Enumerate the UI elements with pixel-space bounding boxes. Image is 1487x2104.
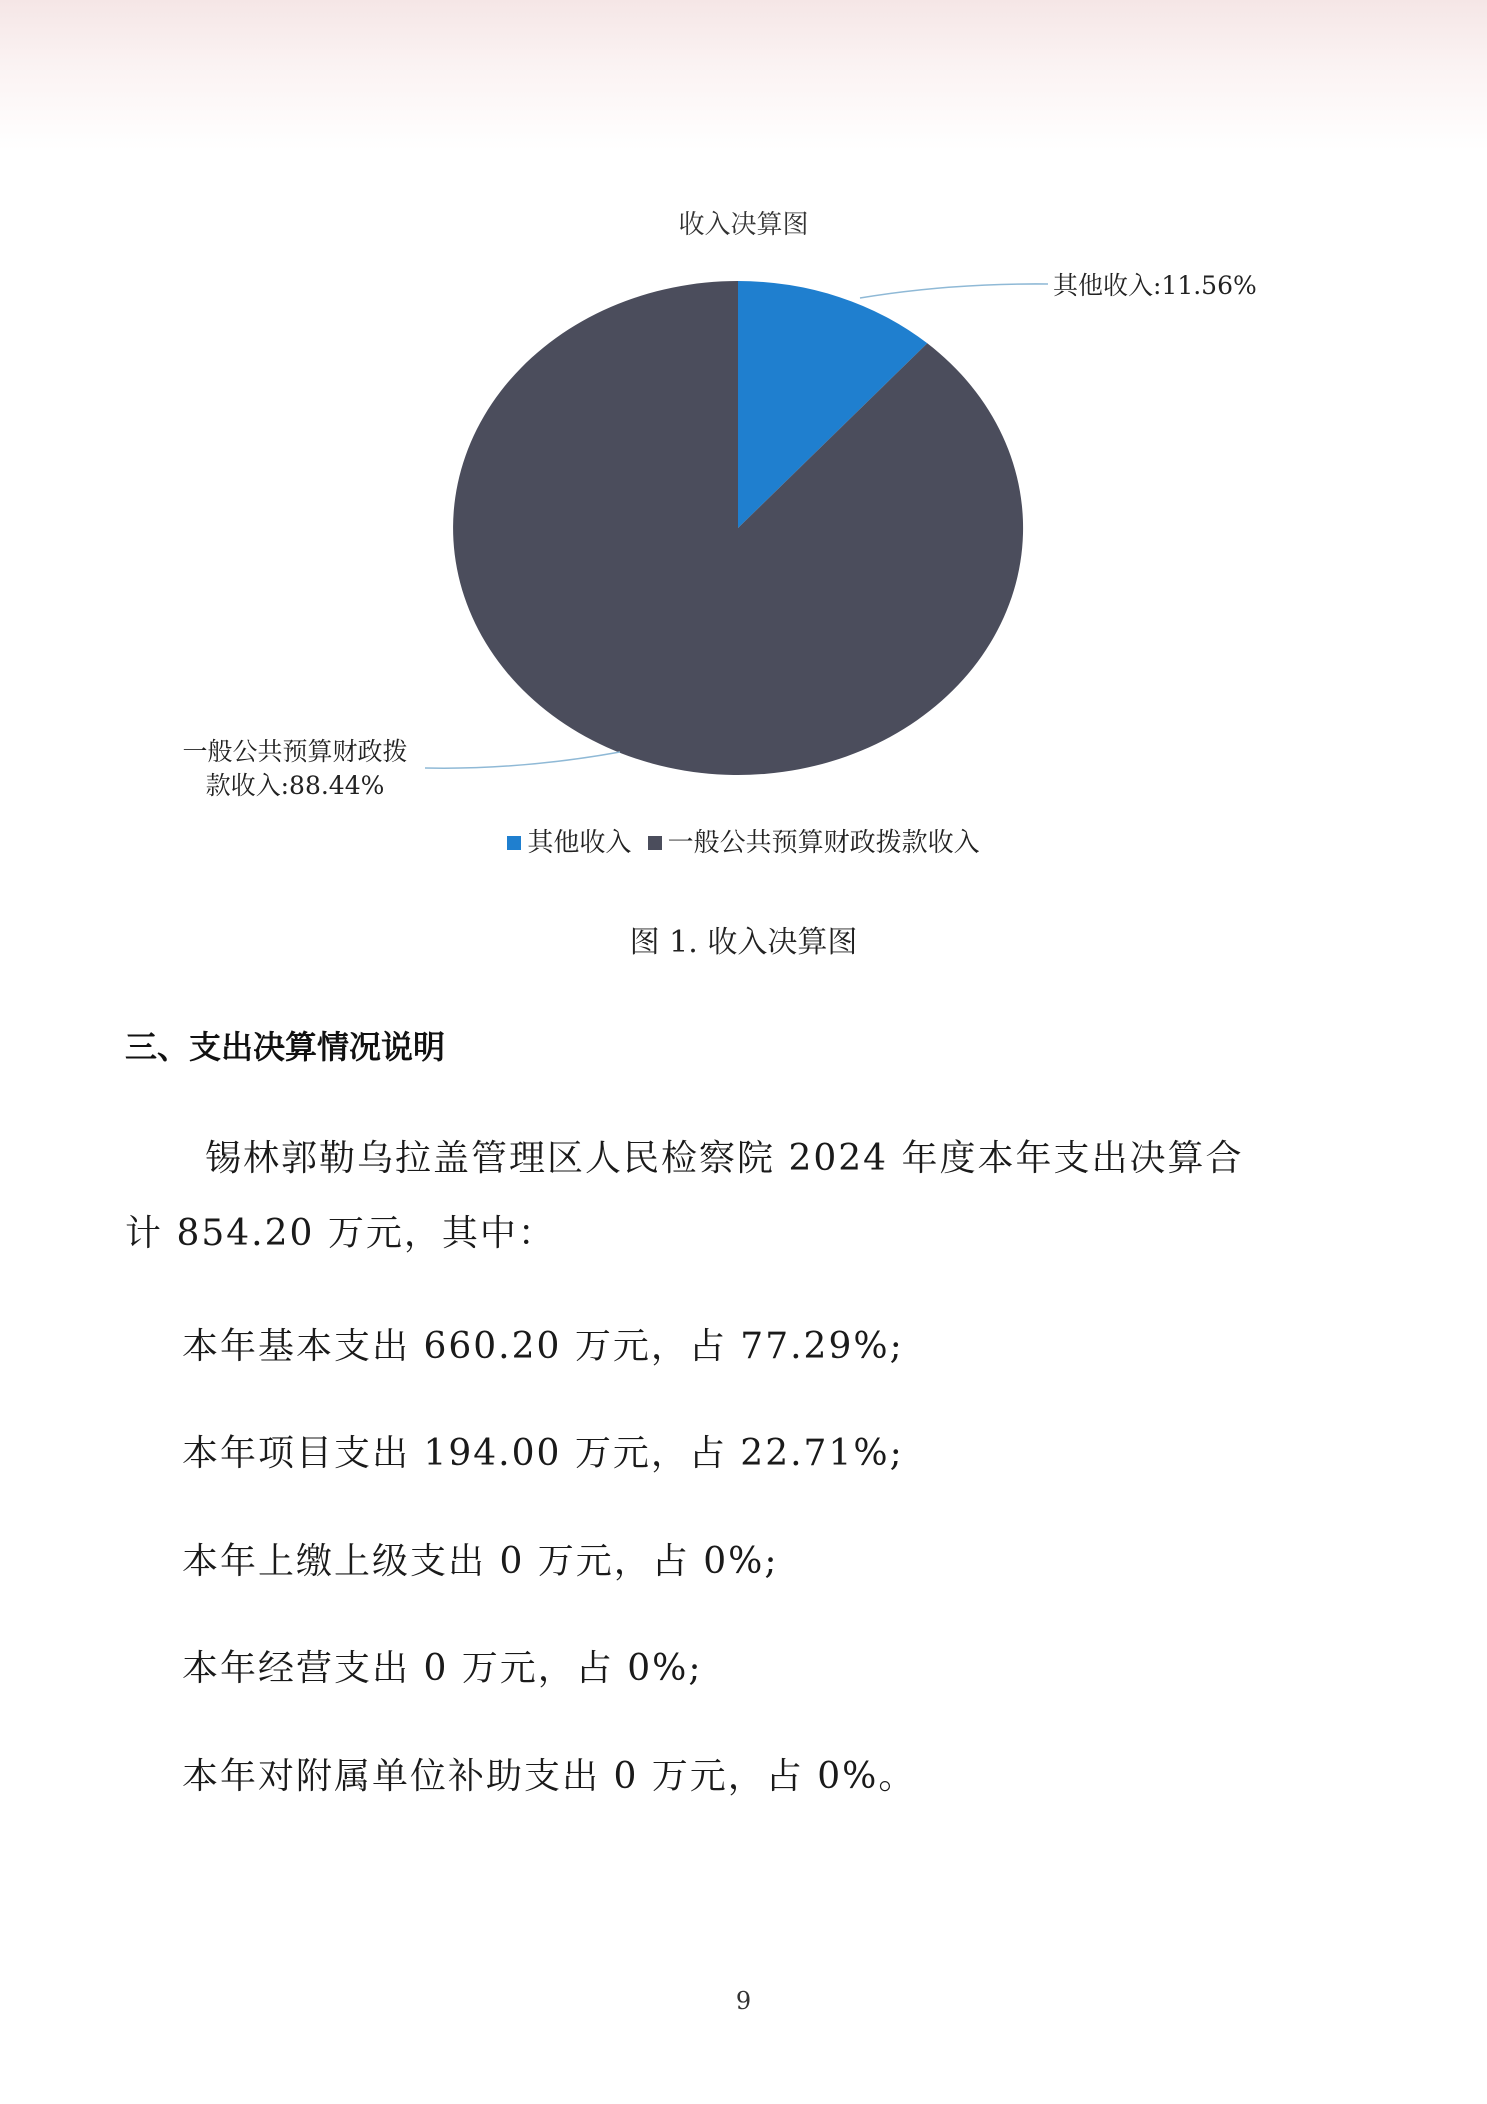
pie-label-line: 款收入:88.44% <box>205 771 385 800</box>
legend-item-other-income <box>507 828 631 858</box>
pie-label-line: 一般公共预算财政拨 <box>182 737 408 766</box>
expenditure-item: 本年对附属单位补助支出 0 万元，占 0%。 <box>182 1756 917 1797</box>
figure-caption: 图 1. 收入决算图 <box>629 925 858 960</box>
section-heading: 三、支出决算情况说明 <box>125 1028 446 1066</box>
leader-line-general-budget-income <box>425 752 620 768</box>
paragraph-line: 计 854.20 万元，其中： <box>125 1213 556 1254</box>
pie-label-general-budget-income <box>150 735 440 803</box>
chart-legend <box>0 822 1487 859</box>
chart-title: 收入决算图 <box>678 210 809 240</box>
legend-swatch <box>648 836 662 850</box>
leader-line-other-income <box>860 284 1048 298</box>
legend-label: 一般公共预算财政拨款收入 <box>667 828 980 858</box>
legend-item-general-budget-income <box>648 828 980 858</box>
expenditure-item: 本年项目支出 194.00 万元，占 22.71%; <box>182 1433 904 1474</box>
page-number: 9 <box>735 1987 752 2015</box>
expenditure-item: 本年经营支出 0 万元，占 0%; <box>182 1648 703 1689</box>
expenditure-item: 本年基本支出 660.20 万元，占 77.29%; <box>182 1326 904 1367</box>
pie-label-other-income: 其他收入:11.56% <box>1053 271 1257 300</box>
expenditure-item: 本年上缴上级支出 0 万元，占 0%; <box>182 1541 779 1582</box>
paragraph-line: 锡林郭勒乌拉盖管理区人民检察院 2024 年度本年支出决算合 <box>205 1138 1244 1179</box>
legend-label: 其他收入 <box>527 828 632 858</box>
legend-swatch <box>507 836 521 850</box>
